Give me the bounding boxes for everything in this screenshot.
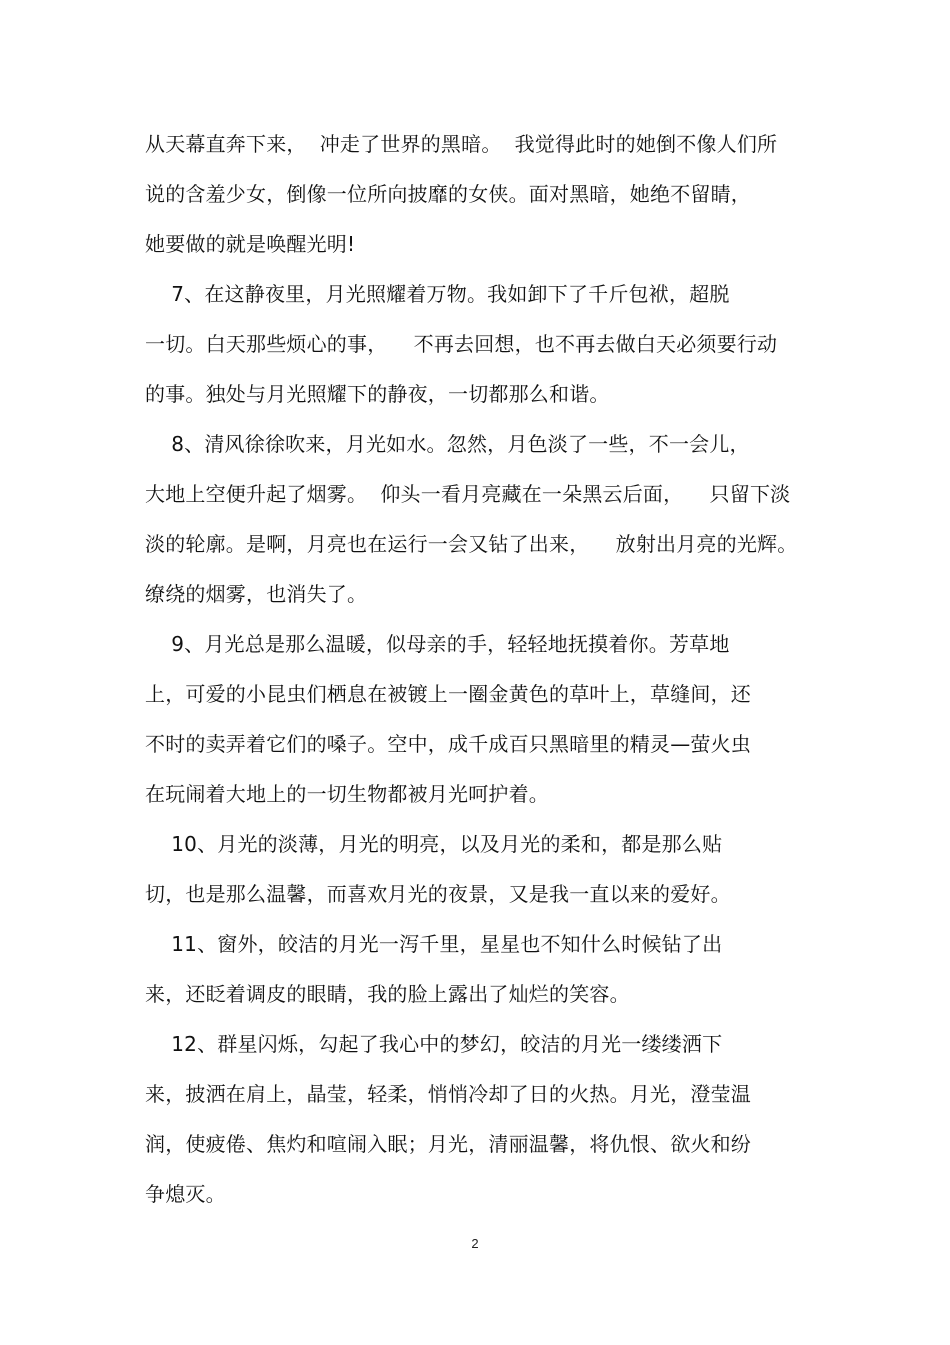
text-line: 10、月光的淡薄，月光的明亮，以及月光的柔和，都是那么贴: [145, 832, 723, 856]
text-line: 12、群星闪烁，勾起了我心中的梦幻，皎洁的月光一缕缕洒下: [145, 1032, 723, 1056]
text-line: 7、在这静夜里，月光照耀着万物。我如卸下了千斤包袱，超脱: [145, 282, 730, 306]
text-line: 来，还眨着调皮的眼睛，我的脸上露出了灿烂的笑容。: [145, 982, 630, 1006]
text-line: 8、清风徐徐吹来，月光如水。忽然，月色淡了一些，不一会儿，: [145, 432, 750, 456]
text-line: 9、月光总是那么温暖，似母亲的手，轻轻地抚摸着你。芳草地: [145, 632, 730, 656]
text-line: 切，也是那么温馨，而喜欢月光的夜景，又是我一直以来的爱好。: [145, 882, 731, 906]
text-line: 在玩闹着大地上的一切生物都被月光呵护着。: [145, 782, 549, 806]
text-line: 上，可爱的小昆虫们栖息在被镀上一圈金黄色的草叶上，草缝间，还: [145, 682, 751, 706]
text-line: 从天幕直奔下来， 冲走了世界的黑暗。 我觉得此时的她倒不像人们所: [145, 132, 778, 156]
text-line: 缭绕的烟雾，也消失了。: [145, 582, 368, 606]
text-line: 争熄灭。: [145, 1182, 226, 1206]
text-line: 说的含羞少女，倒像一位所向披靡的女侠。面对黑暗，她绝不留睛，: [145, 182, 751, 206]
page-number: 2: [471, 1236, 479, 1251]
text-line: 11、窗外，皎洁的月光一泻千里，星星也不知什么时候钻了出: [145, 932, 723, 956]
text-line: 不时的卖弄着它们的嗓子。空中，成千成百只黑暗里的精灵—萤火虫: [145, 732, 751, 756]
text-line: 她要做的就是唤醒光明!: [145, 232, 356, 256]
text-line: 大地上空便升起了烟雾。 仰头一看月亮藏在一朵黑云后面， 只留下淡: [145, 482, 791, 506]
text-line: 来，披洒在肩上，晶莹，轻柔，悄悄冷却了日的火热。月光，澄莹温: [145, 1082, 751, 1106]
text-line: 淡的轮廓。是啊，月亮也在运行一会又钻了出来， 放射出月亮的光辉。: [145, 532, 798, 556]
text-line: 一切。白天那些烦心的事， 不再去回想，也不再去做白天必须要行动: [145, 332, 778, 356]
text-line: 润，使疲倦、焦灼和喧闹入眠；月光，清丽温馨，将仇恨、欲火和纷: [145, 1132, 751, 1156]
text-line: 的事。独处与月光照耀下的静夜，一切都那么和谐。: [145, 382, 610, 406]
